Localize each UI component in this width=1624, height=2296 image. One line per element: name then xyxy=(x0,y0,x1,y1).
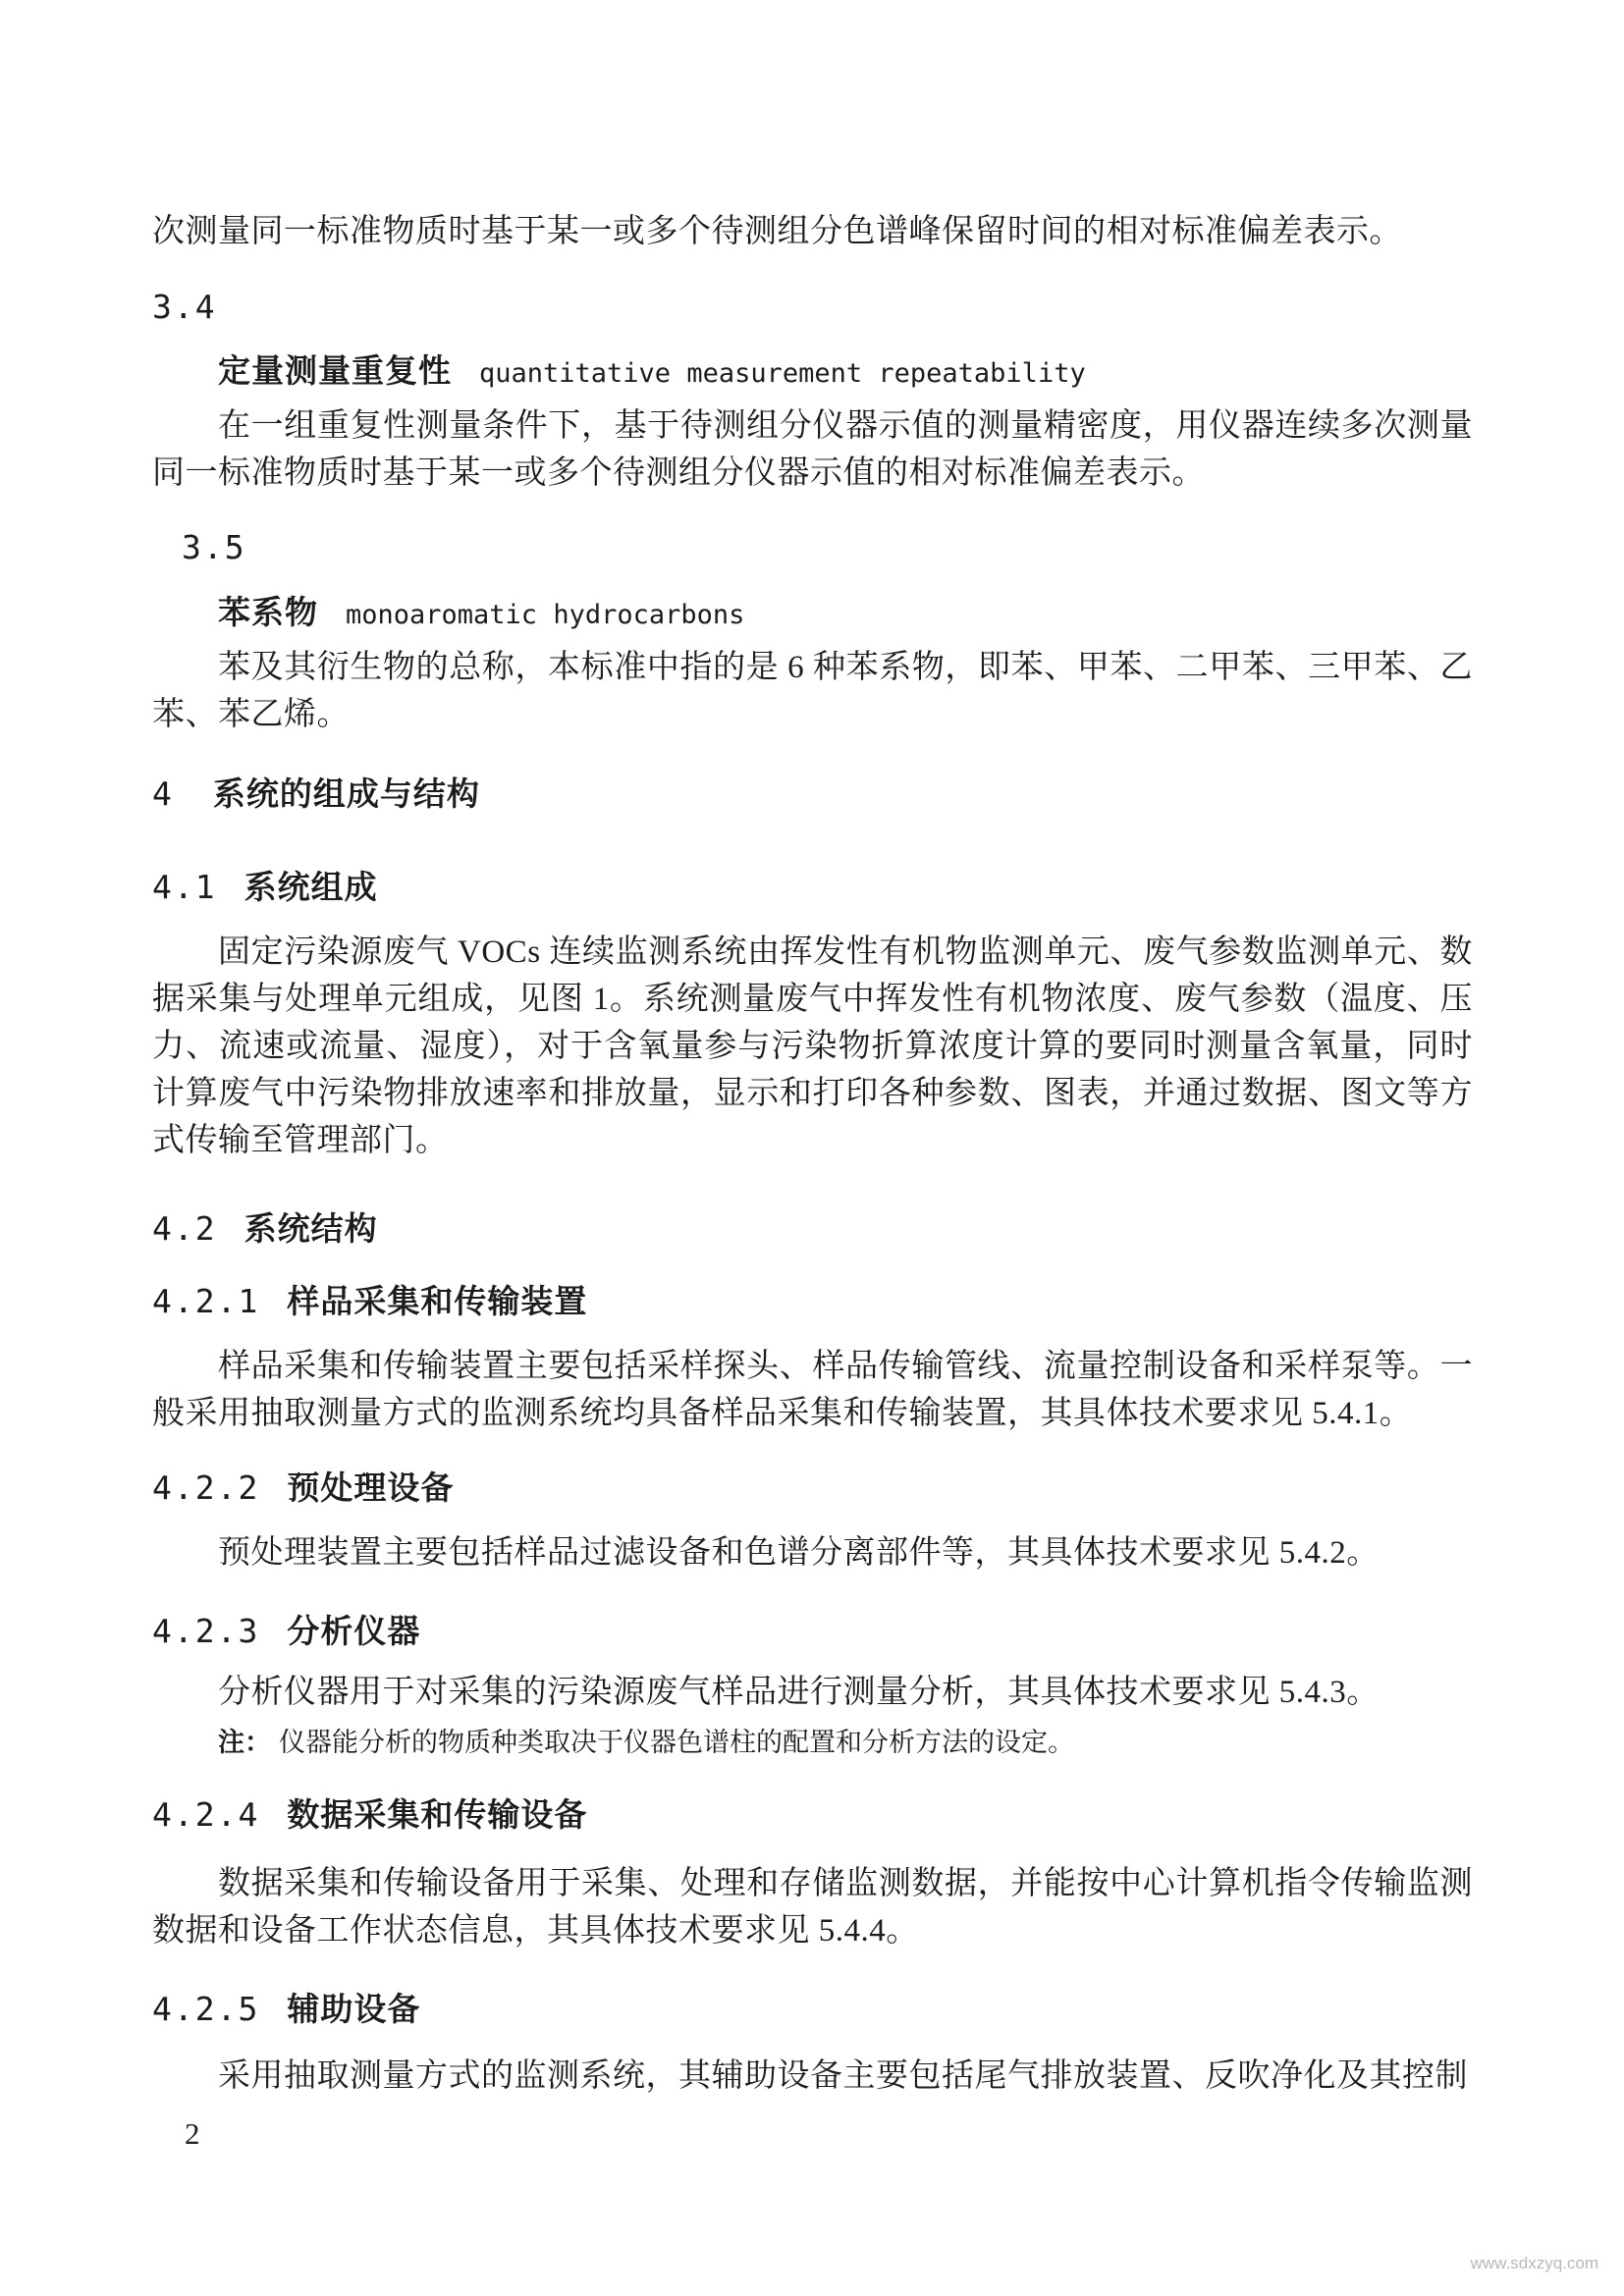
clause-number: 4.2.1 xyxy=(152,1282,260,1320)
page-number: 2 xyxy=(185,2116,200,2151)
clause-title: 样品采集和传输装置 xyxy=(287,1283,588,1319)
clause-number: 4.2.2 xyxy=(152,1468,260,1507)
paragraph-4-2-4: 数据采集和传输设备用于采集、处理和存储监测数据，并能按中心计算机指令传输监测数据和设备工作状态信息，其具体技术要求见 5.4.4。 xyxy=(152,1866,1473,1949)
clause-number: 4.2.3 xyxy=(152,1612,260,1650)
subsection-heading-4-2 xyxy=(152,1203,1473,1250)
clause-number: 3.5 xyxy=(182,528,246,566)
subsection-heading-4-1 xyxy=(152,862,1473,908)
paragraph-4-2-1: 样品采集和传输装置主要包括采样探头、样品传输管线、流量控制设备和采样泵等。一般采用抽取测量方式的监测系统均具备样品采集和传输装置，其具体技术要求见 5.4.1。 xyxy=(152,1349,1473,1431)
paragraph-4-1: 固定污染源废气 VOCs 连续监测系统由挥发性有机物监测单元、废气参数监测单元、数据采集与处理单元组成，见图 1。系统测量废气中挥发性有机物浓度、废气参数（温度、压力、流速或流量、湿度），对于含氧量参与污染物折算浓度计算的要同时测量含氧量，同时计算废气中污染物排放速率和排放量，显示和打印各种参数、图表，并通过数据、图文等方式传输至管理部门。 xyxy=(152,934,1473,1158)
subsection-title: 系统组成 xyxy=(244,869,378,905)
section-title: 系统的组成与结构 xyxy=(212,775,480,812)
section-number: 4 xyxy=(152,774,174,813)
term-zh: 苯系物 xyxy=(218,594,318,630)
clause-number: 4.2.4 xyxy=(152,1795,260,1834)
note-4-2-3 xyxy=(152,1724,1473,1761)
clause-number: 3.4 xyxy=(152,288,217,326)
paragraph-4-2-2: 预处理装置主要包括样品过滤设备和色谱分离部件等，其具体技术要求见 5.4.2。 xyxy=(218,1535,1380,1571)
clause-heading-4-2-4 xyxy=(152,1789,1473,1836)
clause-number: 4.2.5 xyxy=(152,1990,260,2028)
term-definition-3-4: 在一组重复性测量条件下，基于待测组分仪器示值的测量精密度，用仪器连续多次测量同一标准物质时基于某一或多个待测组分仪器示值的相对标准偏差表示。 xyxy=(152,408,1473,491)
note-label: 注： xyxy=(218,1728,271,1757)
clause-title: 预处理设备 xyxy=(287,1469,455,1506)
subsection-number: 4.2 xyxy=(152,1209,217,1248)
term-en: monoaromatic hydrocarbons xyxy=(346,600,745,630)
clause-title: 辅助设备 xyxy=(287,1991,421,2027)
section-heading-4 xyxy=(152,769,1473,815)
term-number-3-4 xyxy=(152,288,1473,326)
paragraph-4-2-5: 采用抽取测量方式的监测系统，其辅助设备主要包括尾气排放装置、反吹净化及其控制 xyxy=(218,2058,1468,2094)
subsection-title: 系统结构 xyxy=(244,1210,378,1247)
term-zh: 定量测量重复性 xyxy=(218,352,452,389)
clause-heading-4-2-2 xyxy=(152,1463,1473,1509)
watermark: www.sdxzyq.com xyxy=(1470,2254,1598,2272)
term-heading-3-5 xyxy=(152,587,1473,633)
term-number-3-5 xyxy=(152,528,1473,566)
term-definition-3-5: 苯及其衍生物的总称，本标准中指的是 6 种苯系物，即苯、甲苯、二甲苯、三甲苯、乙苯、苯乙烯。 xyxy=(152,650,1473,732)
subsection-number: 4.1 xyxy=(152,868,217,906)
clause-heading-4-2-3 xyxy=(152,1606,1473,1652)
term-heading-3-4 xyxy=(152,346,1473,392)
clause-title: 分析仪器 xyxy=(287,1613,421,1649)
paragraph-continuation: 次测量同一标准物质时基于某一或多个待测组分色谱峰保留时间的相对标准偏差表示。 xyxy=(152,214,1402,249)
note-text: 仪器能分析的物质种类取决于仪器色谱柱的配置和分析方法的设定。 xyxy=(279,1728,1074,1757)
clause-title: 数据采集和传输设备 xyxy=(287,1796,588,1833)
clause-heading-4-2-5 xyxy=(152,1984,1473,2030)
paragraph-4-2-3: 分析仪器用于对采集的污染源废气样品进行测量分析，其具体技术要求见 5.4.3。 xyxy=(218,1675,1380,1710)
clause-heading-4-2-1 xyxy=(152,1276,1473,1322)
term-en: quantitative measurement repeatability xyxy=(479,358,1086,389)
